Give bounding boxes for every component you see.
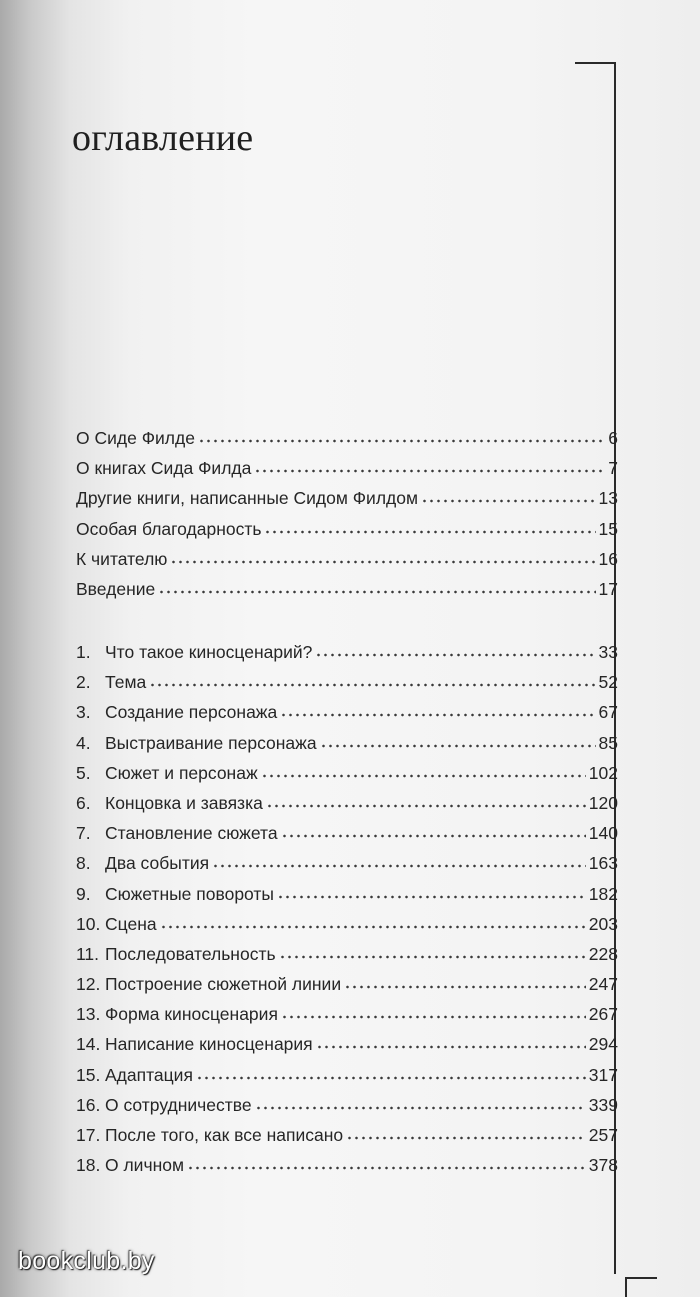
toc-front-matter xyxy=(76,423,618,604)
chapter-page: 85 xyxy=(598,732,618,753)
toc-chapter xyxy=(76,848,618,878)
chapter-title: Два события xyxy=(105,853,210,874)
dot-leader xyxy=(421,484,596,504)
chapter-page: 247 xyxy=(588,974,618,995)
dot-leader xyxy=(344,970,586,990)
chapter-page: 257 xyxy=(588,1125,618,1145)
chapter-number: 15. xyxy=(76,1064,101,1085)
toc-entry-title: Другие книги, написанные Сидом Филдом xyxy=(76,488,419,509)
toc-chapter xyxy=(76,818,618,848)
chapter-number: 12. xyxy=(76,974,101,995)
dot-leader xyxy=(346,1121,586,1141)
dot-leader xyxy=(255,1091,586,1111)
chapter-number: 4. xyxy=(76,732,91,753)
toc-entry xyxy=(76,574,618,604)
chapter-title: Последовательность xyxy=(105,943,276,964)
chapter-number: 6. xyxy=(76,792,91,813)
chapter-number: 9. xyxy=(76,883,91,904)
dot-leader xyxy=(279,940,586,960)
chapter-page: 120 xyxy=(588,792,618,813)
dot-leader xyxy=(261,759,586,779)
chapter-page: 52 xyxy=(598,672,618,693)
page-title: оглавление xyxy=(72,117,254,159)
toc-entry-title: Введение xyxy=(76,578,156,599)
toc-chapter xyxy=(76,939,618,969)
dot-leader xyxy=(160,910,586,930)
chapter-number: 17. xyxy=(76,1125,101,1145)
toc-entry-page: 13 xyxy=(598,488,618,509)
toc-entry-page: 7 xyxy=(608,458,618,479)
toc-chapter xyxy=(76,667,618,697)
toc-chapter xyxy=(76,1090,618,1120)
toc-entry xyxy=(76,544,618,574)
toc-chapters xyxy=(76,637,618,1180)
chapter-page: 182 xyxy=(588,883,618,904)
toc-chapter xyxy=(76,1120,618,1150)
dot-leader xyxy=(149,668,595,688)
dot-leader xyxy=(320,729,596,749)
chapter-number: 13. xyxy=(76,1004,101,1025)
chapter-page: 140 xyxy=(588,823,618,844)
chapter-title: Выстраивание персонажа xyxy=(105,732,317,753)
chapter-number: 11. xyxy=(76,943,100,964)
dot-leader xyxy=(196,1061,586,1081)
toc-entry-title: Особая благодарность xyxy=(76,518,262,539)
chapter-number: 3. xyxy=(76,702,91,723)
toc-chapter xyxy=(76,758,618,788)
toc-entry xyxy=(76,453,618,483)
toc-entry-page: 16 xyxy=(598,548,618,569)
chapter-title: О сотрудничестве xyxy=(105,1094,252,1115)
toc-entry-title: К читателю xyxy=(76,548,168,569)
toc-chapter xyxy=(76,697,618,727)
chapter-title: Сюжет и персонаж xyxy=(105,762,258,783)
toc-chapter xyxy=(76,1150,618,1180)
chapter-number: 1. xyxy=(76,642,91,662)
dot-leader xyxy=(198,424,605,444)
chapter-page: 228 xyxy=(588,943,618,964)
chapter-title: Создание персонажа xyxy=(105,702,278,723)
dot-leader xyxy=(280,698,595,718)
toc-entry-page: 15 xyxy=(598,518,618,539)
chapter-number: 8. xyxy=(76,853,91,874)
toc-chapter xyxy=(76,637,618,667)
chapter-title: Что такое киносценарий? xyxy=(105,642,313,662)
toc-entry xyxy=(76,483,618,513)
toc-entry-page: 17 xyxy=(598,578,618,599)
chapter-title: Концовка и завязка xyxy=(105,792,263,813)
toc-entry xyxy=(76,514,618,544)
dot-leader xyxy=(170,545,595,565)
chapter-number: 5. xyxy=(76,762,91,783)
chapter-page: 339 xyxy=(588,1094,618,1115)
site-watermark: bookclub.by xyxy=(18,1247,155,1275)
dot-leader xyxy=(315,638,595,658)
toc-chapter xyxy=(76,909,618,939)
chapter-title: Тема xyxy=(105,672,147,693)
toc-chapter xyxy=(76,999,618,1029)
chapter-title: Построение сюжетной линии xyxy=(105,974,342,995)
chapter-number: 10. xyxy=(76,913,101,934)
chapter-title: Адаптация xyxy=(105,1064,193,1085)
dot-leader xyxy=(316,1030,586,1050)
dot-leader xyxy=(281,1000,586,1020)
chapter-page: 378 xyxy=(588,1155,618,1176)
chapter-page: 67 xyxy=(598,702,618,723)
dot-leader xyxy=(254,454,605,474)
chapter-title: О личном xyxy=(105,1155,185,1176)
toc-chapter xyxy=(76,969,618,999)
toc-chapter xyxy=(76,1029,618,1059)
chapter-title: Написание киносценария xyxy=(105,1034,313,1055)
dot-leader xyxy=(277,880,586,900)
chapter-page: 102 xyxy=(588,762,618,783)
dot-leader xyxy=(187,1151,586,1171)
toc-entry xyxy=(76,423,618,453)
chapter-page: 317 xyxy=(588,1064,618,1085)
chapter-page: 203 xyxy=(588,913,618,934)
chapter-page: 294 xyxy=(588,1034,618,1055)
dot-leader xyxy=(264,515,595,535)
toc-chapter xyxy=(76,788,618,818)
page-corner-mark xyxy=(625,1277,657,1297)
dot-leader xyxy=(266,789,586,809)
chapter-number: 2. xyxy=(76,672,91,693)
chapter-number: 16. xyxy=(76,1094,101,1115)
chapter-title: Сюжетные повороты xyxy=(105,883,274,904)
dot-leader xyxy=(281,819,586,839)
chapter-number: 7. xyxy=(76,823,91,844)
toc-chapter xyxy=(76,1060,618,1090)
chapter-page: 163 xyxy=(588,853,618,874)
chapter-number: 14. xyxy=(76,1034,101,1055)
chapter-title: Сцена xyxy=(105,913,157,934)
dot-leader xyxy=(212,849,586,869)
toc-chapter xyxy=(76,728,618,758)
chapter-title: После того, как все написано xyxy=(105,1125,344,1145)
toc-chapter xyxy=(76,879,618,909)
dot-leader xyxy=(158,575,595,595)
toc-entry-page: 6 xyxy=(608,428,618,448)
toc-entry-title: О Сиде Филде xyxy=(76,428,195,448)
chapter-title: Форма киносценария xyxy=(105,1004,278,1025)
chapter-title: Становление сюжета xyxy=(105,823,278,844)
chapter-page: 267 xyxy=(588,1004,618,1025)
chapter-page: 33 xyxy=(598,642,618,662)
toc-entry-title: О книгах Сида Филда xyxy=(76,458,252,479)
chapter-number: 18. xyxy=(76,1155,101,1176)
